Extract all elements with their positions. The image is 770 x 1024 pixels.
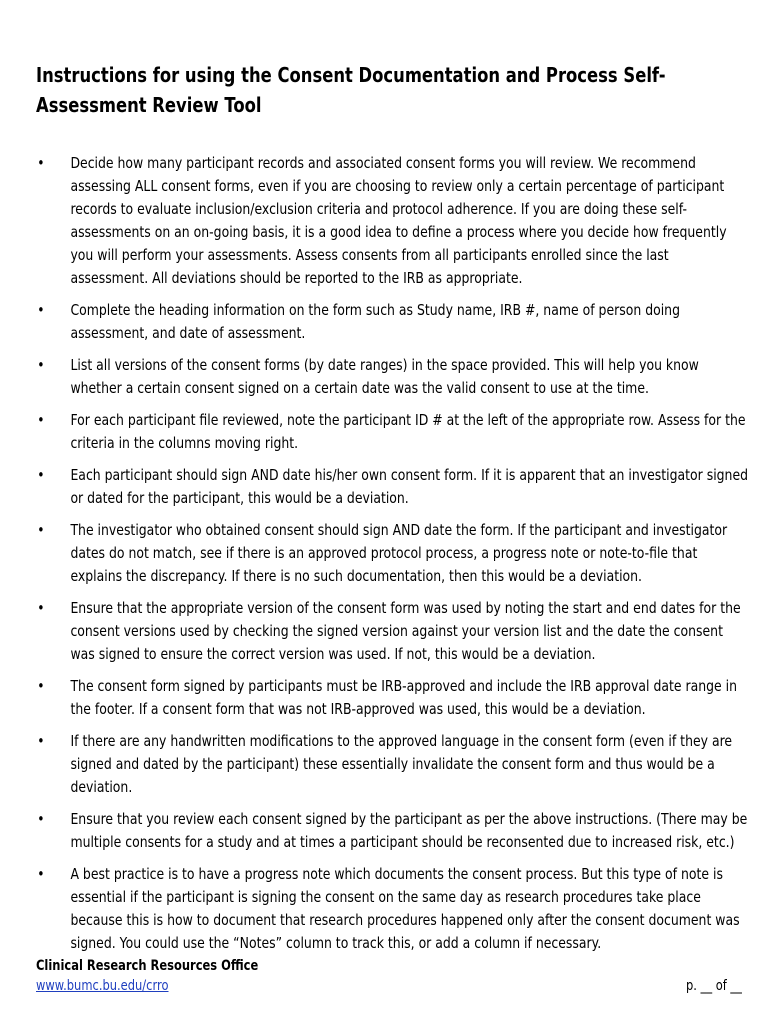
instruction-item [36,409,749,455]
bullet-icon: • [37,411,45,429]
footer-page-number: p. __ of __ [686,978,742,994]
instruction-text: The investigator who obtained consent should sign AND date the form. If the participant and investigator dates do not match, see if there is an approved protocol process, a progress note or note-to-file that explains the discrepancy. If there is no such documentation, then this would be a deviation. [70,521,728,585]
bullet-icon: • [37,865,45,883]
instruction-text: If there are any handwritten modifications to the approved language in the consent form (even if they are signed and dated by the participant) these essentially invalidate the consent form and thus would be a deviation. [70,732,733,796]
bullet-icon: • [37,599,45,617]
instruction-item [36,730,749,799]
bullet-icon: • [37,466,45,484]
instruction-text: Each participant should sign AND date his/her own consent form. If it is apparent that an investigator signed or dated for the participant, this would be a deviation. [70,466,749,507]
bullet-icon: • [37,732,45,750]
bullet-icon: • [37,301,45,319]
instruction-item [36,675,749,721]
bullet-icon: • [37,154,45,172]
instruction-item [36,808,749,854]
instruction-list [36,152,749,964]
instruction-text: Decide how many participant records and associated consent forms you will review. We recommend assessing ALL consent forms, even if you are choosing to review only a certain percentage of participant records to evaluate inclusion/exclusion criteria and protocol adherence. If you are doing these self-assessments on an on-going basis, it is a good idea to define a process where you decide how frequently you will perform your assessments. Assess consents from all participants enrolled since the last assessment. All deviations should be reported to the IRB as appropriate. [70,154,727,287]
instruction-item [36,299,749,345]
page-title: Instructions for using the Consent Documentation and Process Self-Assessment Review Tool [36,63,666,117]
instruction-item [36,464,749,510]
instruction-item [36,152,749,290]
bullet-icon: • [37,521,45,539]
instruction-text: Ensure that the appropriate version of the consent form was used by noting the start and end dates for the consent versions used by checking the signed version against your version list and the date the consent was signed to ensure the correct version was used. If not, this would be a deviation. [70,599,741,663]
instruction-text: Ensure that you review each consent signed by the participant as per the above instructions. (There may be multiple consents for a study and at times a participant should be reconsented due to increased risk, etc.) [70,810,748,851]
instruction-text: The consent form signed by participants must be IRB-approved and include the IRB approval date range in the footer. If a consent form that was not IRB-approved was used, this would be a deviation. [70,677,738,718]
instruction-text: A best practice is to have a progress note which documents the consent process. But this type of note is essential if the participant is signing the consent on the same day as research procedures take place because this is how to document that research procedures happened only after the consent document was signed. You could use the “Notes” column to track this, or add a column if necessary. [70,865,740,952]
footer-website-link[interactable]: www.bumc.bu.edu/crro [36,978,169,994]
instruction-text: For each participant file reviewed, note the participant ID # at the left of the appropriate row. Assess for the criteria in the columns moving right. [70,411,746,452]
instruction-text: Complete the heading information on the form such as Study name, IRB #, name of person doing assessment, and date of assessment. [70,301,680,342]
instruction-item [36,597,749,666]
instruction-item [36,354,749,400]
bullet-icon: • [37,356,45,374]
instruction-item [36,519,749,588]
bullet-icon: • [37,810,45,828]
instruction-text: List all versions of the consent forms (by date ranges) in the space provided. This will help you know whether a certain consent signed on a certain date was the valid consent to use at the time. [70,356,699,397]
bullet-icon: • [37,677,45,695]
instruction-item [36,863,749,955]
footer-office-name: Clinical Research Resources Office [36,958,259,974]
